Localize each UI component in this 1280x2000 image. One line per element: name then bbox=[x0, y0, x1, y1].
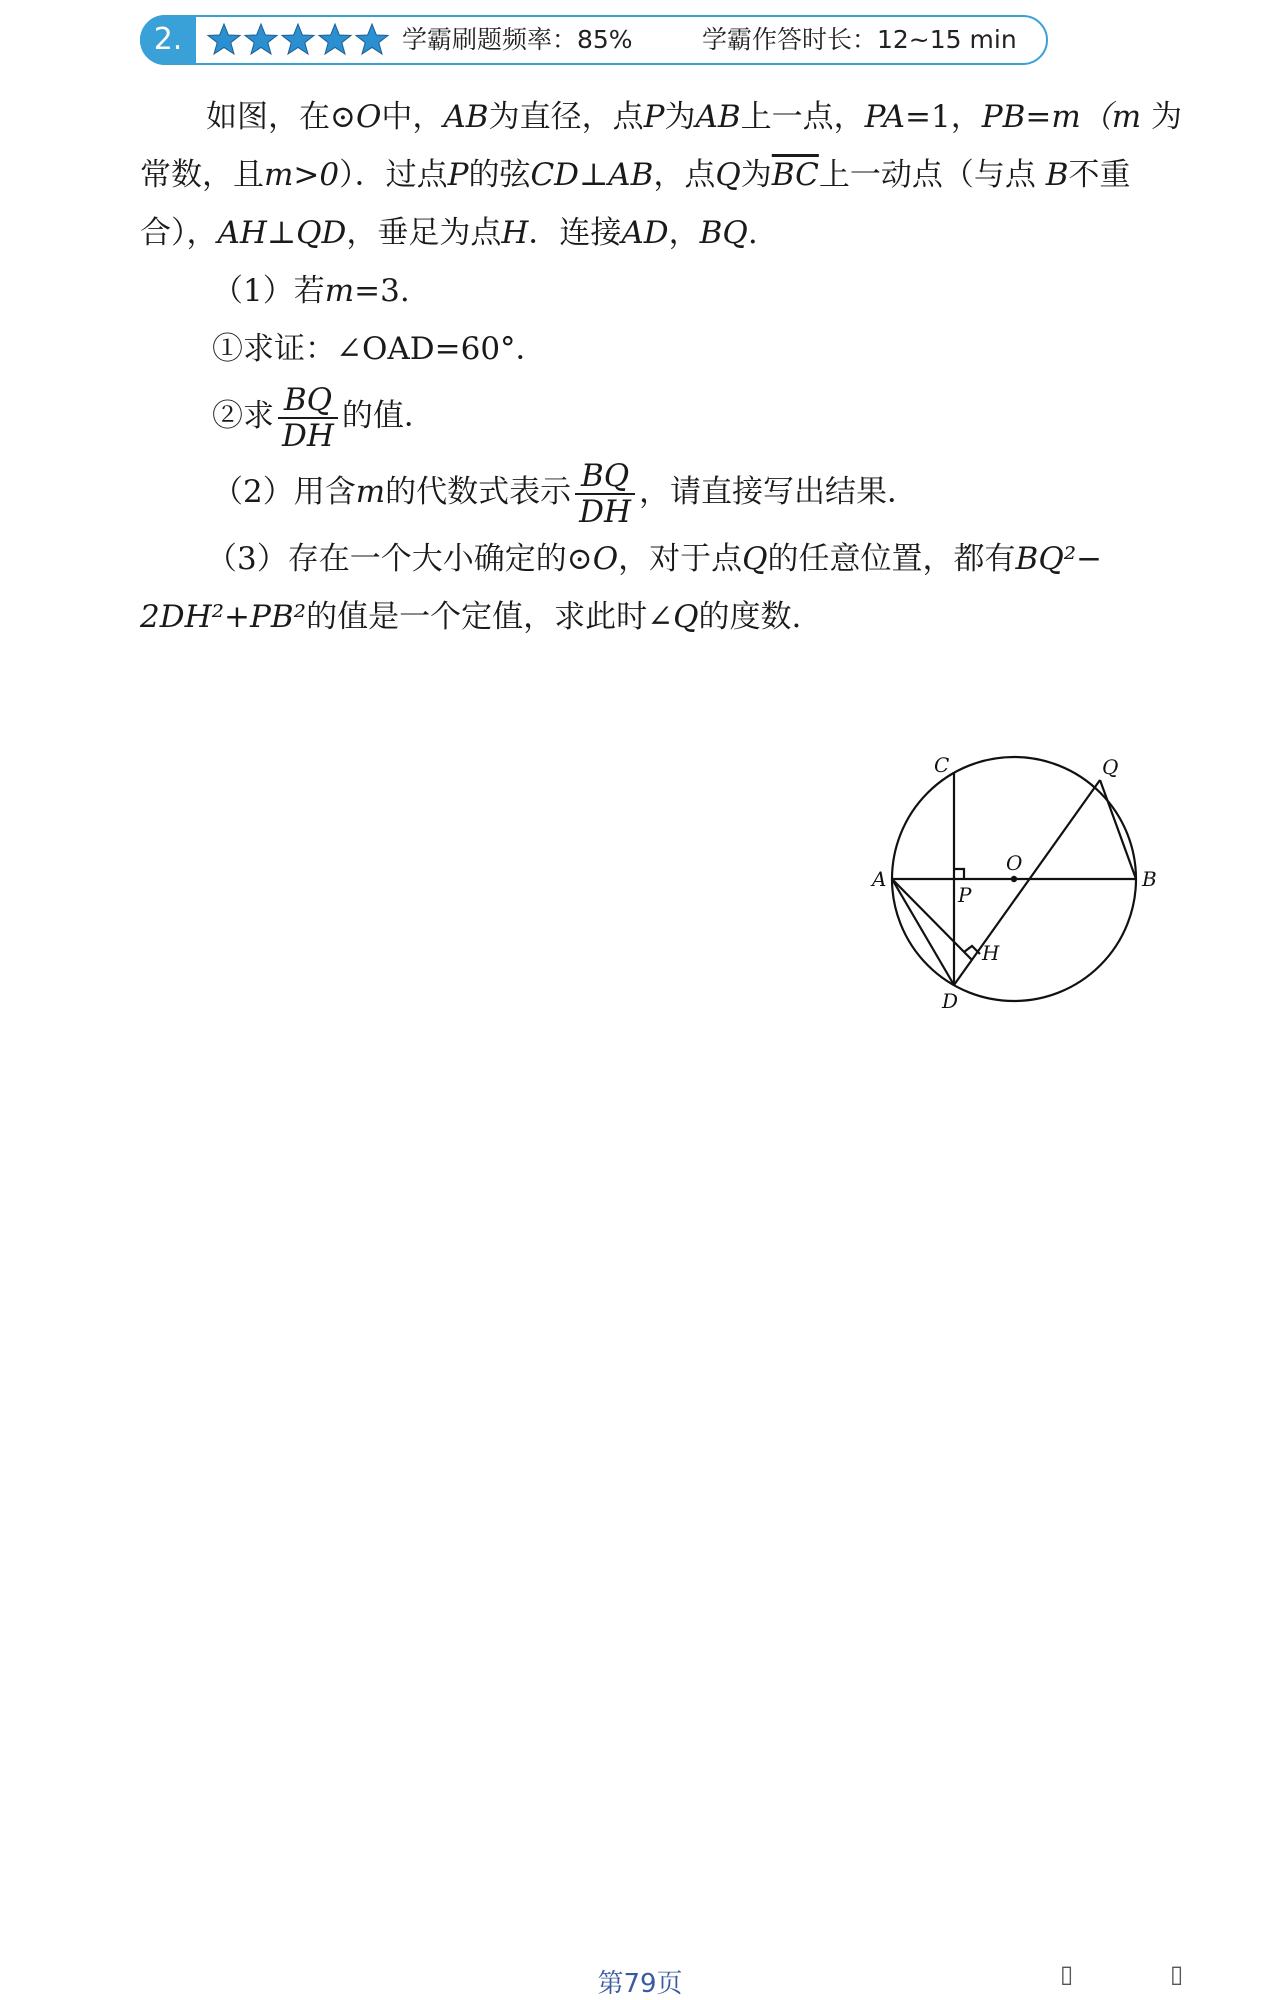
part-3: （3）存在一个大小确定的⊙O，对于点Q的任意位置，都有BQ²− 2DH²+PB²的值是一个定值，求此时∠Q的度数. bbox=[140, 541, 1103, 635]
part-1: （1）若m=3. bbox=[212, 273, 410, 309]
fraction-bq-dh: $\frac{BQ}{DH}$ bbox=[278, 383, 338, 453]
label-q: Q bbox=[1102, 755, 1119, 779]
star-icon bbox=[208, 24, 240, 54]
difficulty-stars bbox=[206, 22, 396, 58]
star-icon bbox=[282, 24, 314, 54]
label-o: O bbox=[1006, 851, 1023, 875]
label-b: B bbox=[1142, 867, 1157, 891]
label-d: D bbox=[942, 989, 959, 1012]
label-h: H bbox=[982, 941, 1000, 965]
problem-body bbox=[140, 88, 1190, 646]
label-p: P bbox=[958, 883, 972, 907]
label-c: C bbox=[934, 753, 950, 777]
star-icon bbox=[356, 24, 388, 54]
toolbar-icon[interactable]: ▯ bbox=[1060, 1960, 1074, 1988]
star-icon bbox=[245, 24, 277, 54]
part-2: （2）用含m的代数式表示 $\frac{BQ}{DH}$ ，请直接写出结果． bbox=[212, 457, 919, 530]
question-header bbox=[140, 15, 1048, 65]
question-number: 2. bbox=[140, 15, 196, 65]
fraction-bq-dh: $\frac{BQ}{DH}$ bbox=[575, 459, 635, 529]
frequency-text: 学霸刷题频率：85% bbox=[402, 25, 633, 54]
part-1-i: ①求证：∠OAD=60°． bbox=[212, 331, 547, 367]
line-qb bbox=[1100, 780, 1136, 879]
right-angle-p bbox=[954, 869, 964, 879]
label-a: A bbox=[872, 867, 887, 891]
geometry-figure bbox=[860, 752, 1180, 1016]
page-footer: 第79页 bbox=[597, 1969, 683, 1999]
star-icon bbox=[319, 24, 351, 54]
part-1-ii: ②求 $\frac{BQ}{DH}$ 的值． bbox=[212, 381, 435, 454]
line-qd bbox=[954, 780, 1100, 985]
problem-intro: 如图，在⊙O中，AB为直径，点P为AB上一点，PA=1，PB=m（m 为常数，且m>0）．过点P的弦CD⊥AB，点Q为$\overline{BC}$上一动点（与点 B不重合），AH⊥QD，垂足为点H．连接AD，BQ. bbox=[140, 99, 1183, 251]
duration-text: 学霸作答时长：12~15 min bbox=[702, 25, 1017, 54]
toolbar-icon[interactable]: ▯ bbox=[1170, 1960, 1184, 1988]
center-dot bbox=[1011, 876, 1017, 882]
